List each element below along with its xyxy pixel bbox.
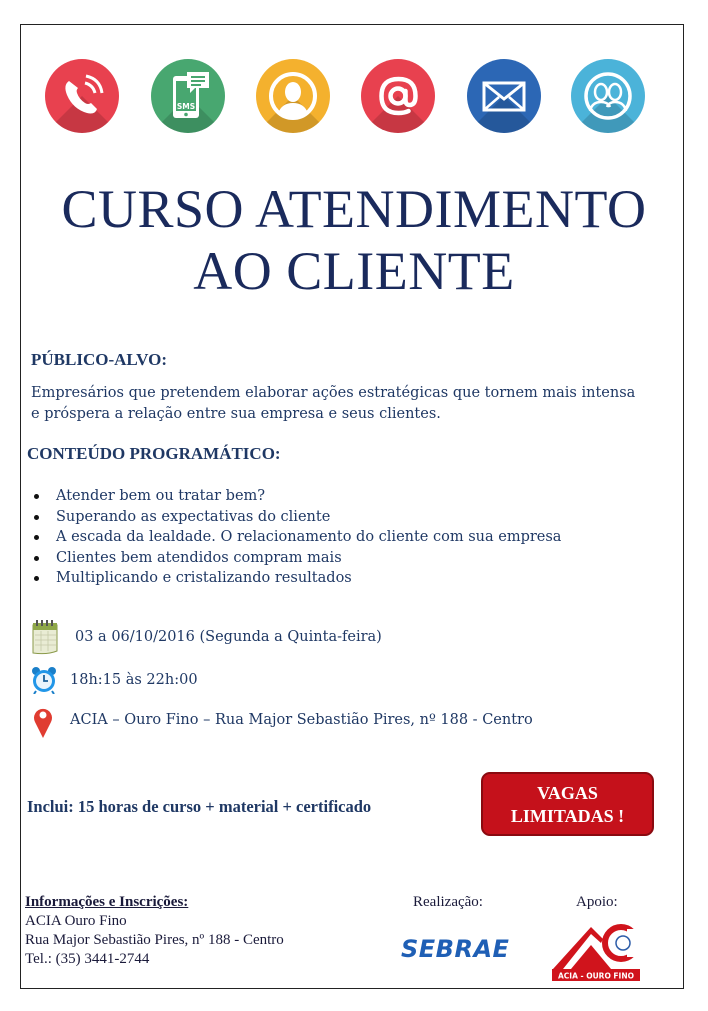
- acia-logo: [551, 921, 641, 983]
- at-icon: [361, 59, 435, 133]
- footer-address: Rua Major Sebastião Pires, nº 188 - Centro: [25, 932, 284, 948]
- footer-org: ACIA Ouro Fino: [25, 913, 127, 929]
- acia-logo-text: ACIA - OURO FINO: [557, 971, 635, 981]
- course-time: 18h:15 às 22h:00: [70, 672, 198, 688]
- alarm-clock-icon: [31, 666, 57, 694]
- conteudo-heading: CONTEÚDO PROGRAMÁTICO:: [27, 444, 281, 463]
- sms-icon-label: SMS: [176, 102, 196, 111]
- vagas-limitadas-badge: [481, 772, 654, 836]
- includes-text: Inclui: 15 horas de curso + material + certificado: [27, 797, 372, 816]
- sms-icon: [151, 59, 225, 133]
- list-item: Clientes bem atendidos compram mais: [27, 548, 561, 569]
- vagas-line-1: VAGAS: [537, 783, 598, 803]
- apoio-label: Apoio:: [576, 894, 618, 910]
- list-item: Atender bem ou tratar bem?: [27, 486, 561, 507]
- page-title: [20, 178, 688, 302]
- mail-icon: [467, 59, 541, 133]
- conteudo-list: [27, 486, 561, 589]
- list-item: Superando as expectativas do cliente: [27, 507, 561, 528]
- title-line-1: CURSO ATENDIMENTO: [61, 179, 647, 239]
- phone-icon: [45, 59, 119, 133]
- title-line-2: AO CLIENTE: [193, 241, 515, 301]
- footer-heading: Informações e Inscrições:: [25, 894, 189, 910]
- map-pin-icon: [33, 705, 53, 739]
- group-icon: [571, 59, 645, 133]
- vagas-line-2: LIMITADAS !: [510, 806, 625, 826]
- publico-alvo-text-1: Empresários que pretendem elaborar ações estratégicas que tornem mais intensa: [31, 385, 636, 401]
- course-place: ACIA – Ouro Fino – Rua Major Sebastião Pires, nº 188 - Centro: [70, 712, 533, 728]
- course-date: 03 a 06/10/2016 (Segunda a Quinta-feira): [75, 629, 382, 645]
- list-item: Multiplicando e cristalizando resultados: [27, 568, 561, 589]
- icon-row: [45, 59, 645, 135]
- person-icon: [256, 59, 330, 133]
- publico-alvo-heading: PÚBLICO-ALVO:: [31, 350, 167, 369]
- footer-phone: Tel.: (35) 3441-2744: [25, 951, 150, 967]
- publico-alvo-text-2: e próspera a relação entre sua empresa e seus clientes.: [31, 406, 441, 422]
- realizacao-label: Realização:: [413, 894, 483, 910]
- sebrae-logo: SEBRAE: [401, 935, 510, 963]
- list-item: A escada da lealdade. O relacionamento do cliente com sua empresa: [27, 527, 561, 548]
- calendar-icon: [31, 619, 61, 655]
